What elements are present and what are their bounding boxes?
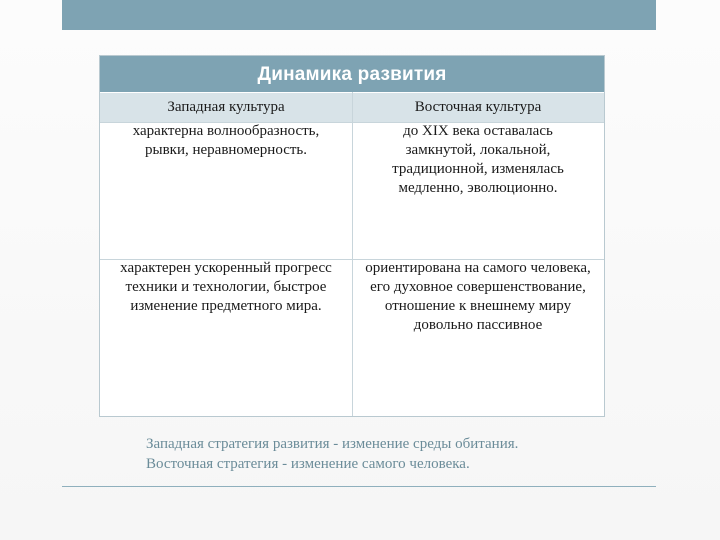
cell-text: характерна волнообразность, рывки, неравномерность. [132,123,320,158]
table-cell-eastern-row-2 [352,259,604,416]
table-cell-western-row-1 [100,122,352,259]
table-cell-western-row-2 [100,259,352,416]
header-western-culture: Западная культура [167,99,285,115]
cell-text: характерен ускоренный прогресс техники и технологии, быстрое изменение предметного мира. [120,260,332,314]
comparison-table [99,55,605,417]
table-title: Динамика развития [100,56,604,92]
eastern-strategy-text: Восточная стратегия - изменение самого человека. [146,456,470,472]
strategy-summary [146,434,666,474]
table-cell-eastern-row-1 [352,122,604,259]
western-strategy-text: Западная стратегия развития - изменение среды обитания. [146,436,519,452]
bottom-divider-line [62,486,656,487]
header-eastern-culture: Восточная культура [414,99,542,115]
cell-text: ориентирована на самого человека, его духовное совершенствование, отношение к внешнему миру довольно пассивное [365,260,591,333]
top-decorative-bar [62,0,656,30]
cell-text: до XIX века оставалась замкнутой, локальной, традиционной, изменялась медленно, эволюционно. [392,123,564,196]
